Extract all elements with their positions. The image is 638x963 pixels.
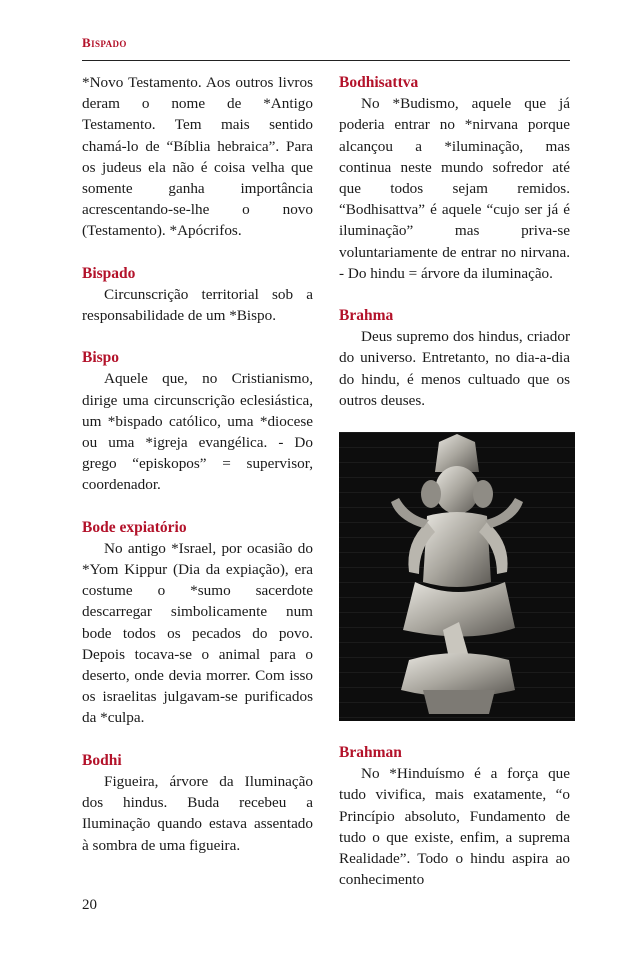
entry-definition: Aquele que, no Cristianismo, dirige uma circunscrição eclesiástica, um *bispado católico, uma *diocese ou uma *igreja evangélica. - Do grego “episkopos” = supervisor, coordenador. [82,370,313,494]
right-column [339,72,570,890]
entry-term: Bispo [82,349,120,367]
entry-bode-expiatorio [82,517,313,729]
entry-bodhisattva [339,72,570,284]
header-rule [82,60,570,61]
entry-term: Bodhisattva [339,74,419,91]
entry-term: Bode expiatório [82,518,187,536]
brahma-statue-image [339,432,575,721]
entry-bodhi [82,750,313,856]
statue-icon [339,432,575,721]
entry-definition: No antigo *Israel, por ocasião do *Yom Kippur (Dia da expiação), era costume o *sumo sacerdote descarregar simbolicamente num bode todos os pecados do povo. Depois tocava-se o animal para o deserto, onde devia morrer. Com isso os israelitas julgavam-se purificados da *culpa. [82,539,313,727]
entry-term: Brahman [339,744,402,762]
left-column [82,72,313,877]
continued-text: *Novo Testamento. Aos outros livros deram o nome de *Antigo Testamento. Tem mais sentido chamá-lo de “Bíblia hebraica”. Para os judeus ela não é coisa velha que somente ganha importância acrescentando-se-lhe o novo (Testamento). *Apócrifos. [82,74,313,240]
entry-term: Bispado [82,264,136,282]
entry-brahma [339,305,570,411]
entry-definition: No *Hinduísmo é a força que tudo vivifica, mais exatamente, “o Princípio absoluto, Fundamento de tudo o que existe, enfim, a suprema Realidade”. Todo o hindu aspira ao conhecimento [339,765,570,889]
entry-term: Brahma [339,307,394,325]
entry-definition: Figueira, árvore da Iluminação dos hindus. Buda recebeu a Iluminação quando estava assentado à sombra de uma figueira. [82,772,313,854]
entry-bispado [82,263,313,327]
page-number: 20 [82,897,97,913]
running-header: Bispado [82,35,127,50]
entry-brahman [339,742,570,890]
entry-definition: Circunscrição territorial sob a responsabilidade de um *Bispo. [82,285,313,325]
entry-term: Bodhi [82,751,122,769]
entry-definition: No *Budismo, aquele que já poderia entrar no *nirvana porque alcançou a *iluminação, mas continua neste mundo sofredor até que todos sejam remidos. “Bodhisattva” é aquele “cujo ser já é iluminação” mas priva-se voluntariamente de entrar no nirvana. - Do hindu = árvore da iluminação. [339,95,570,282]
entry-definition: Deus supremo dos hindus, criador do universo. Entretanto, no dia-a-dia do hindu, é menos cultuado que os outros deuses. [339,328,570,409]
entry-bispo [82,347,313,495]
